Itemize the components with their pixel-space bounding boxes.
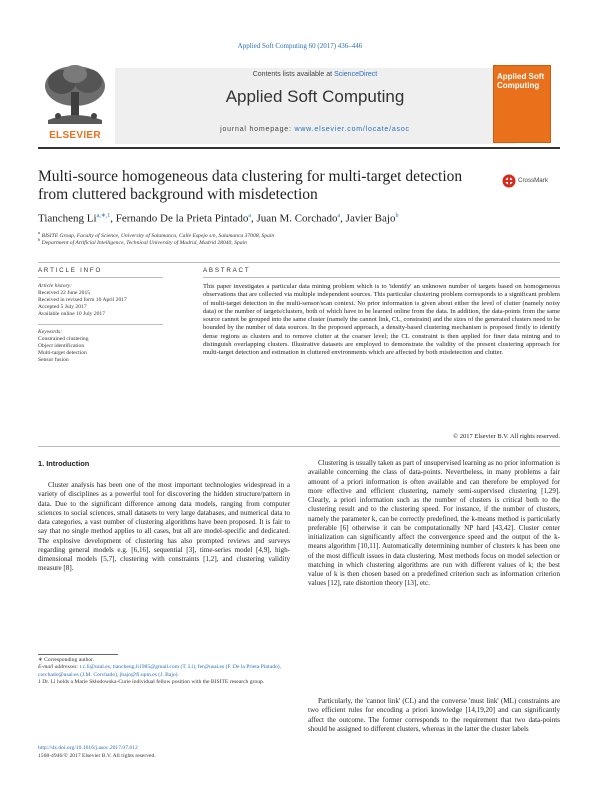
affiliation-text: Department of Artificial Intelligence, Technical University of Madrid, Madrid 28040, Spain [41, 239, 247, 246]
history-item: Accepted 5 July 2017 [38, 304, 87, 310]
fellowship-note: 1 Dr. Li holds a Marie Skłodowska-Curie individual fellow position with the BISITE research group. [38, 679, 265, 686]
author-marks[interactable]: a,∗,1 [96, 213, 111, 219]
contents-prefix: Contents lists available at [252, 71, 335, 78]
article-info-divider [38, 277, 163, 278]
intro-paragraph-left: Cluster analysis has been one of the most important technologies widespread in a variety of disciplines as a powerful tool for discovering the hidden structure/pattern in data. Due to the significant difference among data models, ranging from computer sciences to social sciences, small datasets to very large databases, and numerical data to data categories, a vast number of clustering algorithms have been proposed. It is fair to say that no single method applies to all cases, but all are model-specific and dedicated. The explosive development of clustering has also prompted reviews and surveys regarding general models e.g. [6,16], sequential [3], time-series model [4,9], high-dimensional models [5,7], clustering with constraints [1,2], and clustering validity measure [8]. [38, 481, 290, 573]
crossmark-icon [502, 174, 516, 188]
doi-block [38, 744, 290, 760]
author-name[interactable]: Juan M. Corchado [256, 212, 338, 225]
homepage-prefix: journal homepage: [220, 126, 295, 133]
affiliation-mark: b [38, 237, 41, 242]
author-marks[interactable]: b [395, 213, 399, 219]
journal-homepage-line [115, 126, 515, 133]
author-marks[interactable]: a [337, 213, 341, 219]
email-label: E-mail addresses: [38, 664, 79, 671]
crossmark-badge[interactable] [502, 174, 560, 188]
author-marks[interactable]: a [248, 213, 252, 219]
keywords-block [38, 329, 163, 364]
affiliation-b [38, 237, 560, 246]
author-name[interactable]: Tiancheng Li [38, 212, 97, 225]
author-name[interactable]: Javier Bajo [345, 212, 396, 225]
footnote-divider [38, 654, 118, 655]
elsevier-tree-logo [38, 62, 112, 138]
introduction-heading: 1. Introduction [38, 459, 90, 468]
email-addresses[interactable]: t.c.li@usal.es, tiancheng.li1985@gmail.com (T. Li), fer@usal.es (F. De la Prieta Pintado), corchado@usal.es (J.M. Corchado), jbajo@fi.upm.es (J. Bajo). [38, 664, 282, 678]
publisher-name: ELSEVIER [49, 130, 101, 141]
keyword-item: Object identification [38, 343, 85, 349]
sciencedirect-link[interactable]: ScienceDirect [334, 71, 378, 78]
journal-title: Applied Soft Computing [225, 87, 405, 106]
affiliation-mark: a [38, 230, 41, 235]
article-info-heading: ARTICLE INFO [38, 267, 103, 274]
history-item: Received 22 June 2015 [38, 290, 91, 296]
abstract-text: This paper investigates a particular data mining problem which is to 'identify' an unknown number of targets based on homogeneous observations that are collected via multiple independent sources. This particular clustering problem corresponds to a significant problem of multi-target detection in the multi-sensor/scan context. No prior information is given about either the level of clutter (namely noisy data) or the number of targets/clusters, both of which have to be learned online from the data. In addition, the data-points from the same source cannot be grouped into the same cluster (namely the cannot link, CL, constraint) and the sizes of the generated clusters need to be bounded by the number of data sources. In the proposed approach, a density-based clustering mechanism is proposed firstly to identify dense regions as clusters and to remove clutter at the coarser level; the CL constraint is then applied for finer data mining and to distinguish overlapping clusters. Illustrative datasets are employed to demonstrate the validity of the present clustering approach for multi-target detection and estimation in cluttered environments which are affected by both misdetection and clutter. [203, 283, 560, 357]
keyword-item: Multi-target detection [38, 350, 87, 356]
abstract-heading: ABSTRACT [203, 267, 251, 274]
header-divider [38, 147, 560, 149]
issn-line: 1568-4946/© 2017 Elsevier B.V. All rights reserved. [38, 753, 156, 759]
history-item: Received in revised form 10 April 2017 [38, 297, 127, 303]
history-item: Available online 10 July 2017 [38, 311, 106, 317]
article-title: Multi-source homogeneous data clustering for multi-target detection from cluttered background with misdetection [38, 168, 463, 203]
keywords-label: Keywords: [38, 329, 63, 335]
author-list: Tiancheng $Li^{a,∗,1}$, Fernando De la Prieta Pintado$^a$, Juan M. Corchado$^a$, Javier Bajo$^b$ [38, 212, 399, 225]
keyword-item: Constrained clustering [38, 336, 89, 342]
contents-available-line [115, 71, 515, 78]
abstract-copyright: © 2017 Elsevier B.V. All rights reserved. [453, 433, 560, 440]
homepage-link[interactable]: www.elsevier.com/locate/asoc [294, 126, 410, 133]
section-divider [38, 262, 560, 263]
footnotes-block [38, 657, 290, 687]
doi-link[interactable]: http://dx.doi.org/10.1016/j.asoc.2017.07.012 [38, 745, 138, 751]
abstract-bottom-divider [38, 446, 560, 447]
history-label: Article history: [38, 283, 73, 289]
email-note [38, 664, 290, 679]
author-name[interactable]: Fernando De la Prieta Pintado [115, 212, 249, 225]
intro-paragraph-right-2: Particularly, the 'cannot link' (CL) and the converse 'must link' (ML) constraints are two efficient rules for encoding a priori knowledge [14,19,20] and can significantly affect the outcome. The former corresponds to the requirement that two data-points should be assigned to different clusters, whereas in the latter the cluster labels [308, 697, 560, 733]
affiliation-text: BISITE Group, Faculty of Science, University of Salamanca, Calle Espejo s/n, Salamanca 37008, Spain [41, 232, 275, 239]
keywords-divider [38, 324, 163, 325]
journal-citation[interactable]: Applied Soft Computing 60 (2017) 436–446 [237, 42, 363, 50]
intro-paragraph-right-1: Clustering is usually taken as part of unsupervised learning as no prior information is available concerning the class of data-points. Nevertheless, in many problems a fair amount of a priori information is often available and can therefore be employed for more effective and efficient clustering, namely semi-supervised clustering [1,29]. Clearly, a priori information such as the number of clusters is critical both to the clustering result and to the clustering speed. For instance, if the number of clusters, namely the parameter k, can be correctly predefined, the k-means method is particularly preferable [6] otherwise it can be computationally NP hard [43,42]. Cluster center initialization can significantly affect the convergence speed and the output of the k-means algorithm [10,11]. Automatically determining number of clusters k has been one of the most difficult issues in data clustering. Most methods focus on model selection or matching in which clustering algorithms are run with different values of k; the best value of k is then chosen based on a predefined criterion such as information criterion values [12], rate distortion theory [13], etc. [308, 459, 560, 588]
crossmark-label: CrossMark [518, 177, 548, 184]
abstract-divider [203, 277, 560, 278]
corresponding-author-note: ∗ Corresponding author. [38, 657, 95, 663]
keyword-item: Sensor fusion [38, 357, 69, 363]
article-history [38, 283, 163, 318]
journal-cover-title: Applied Soft Computing [497, 72, 545, 90]
